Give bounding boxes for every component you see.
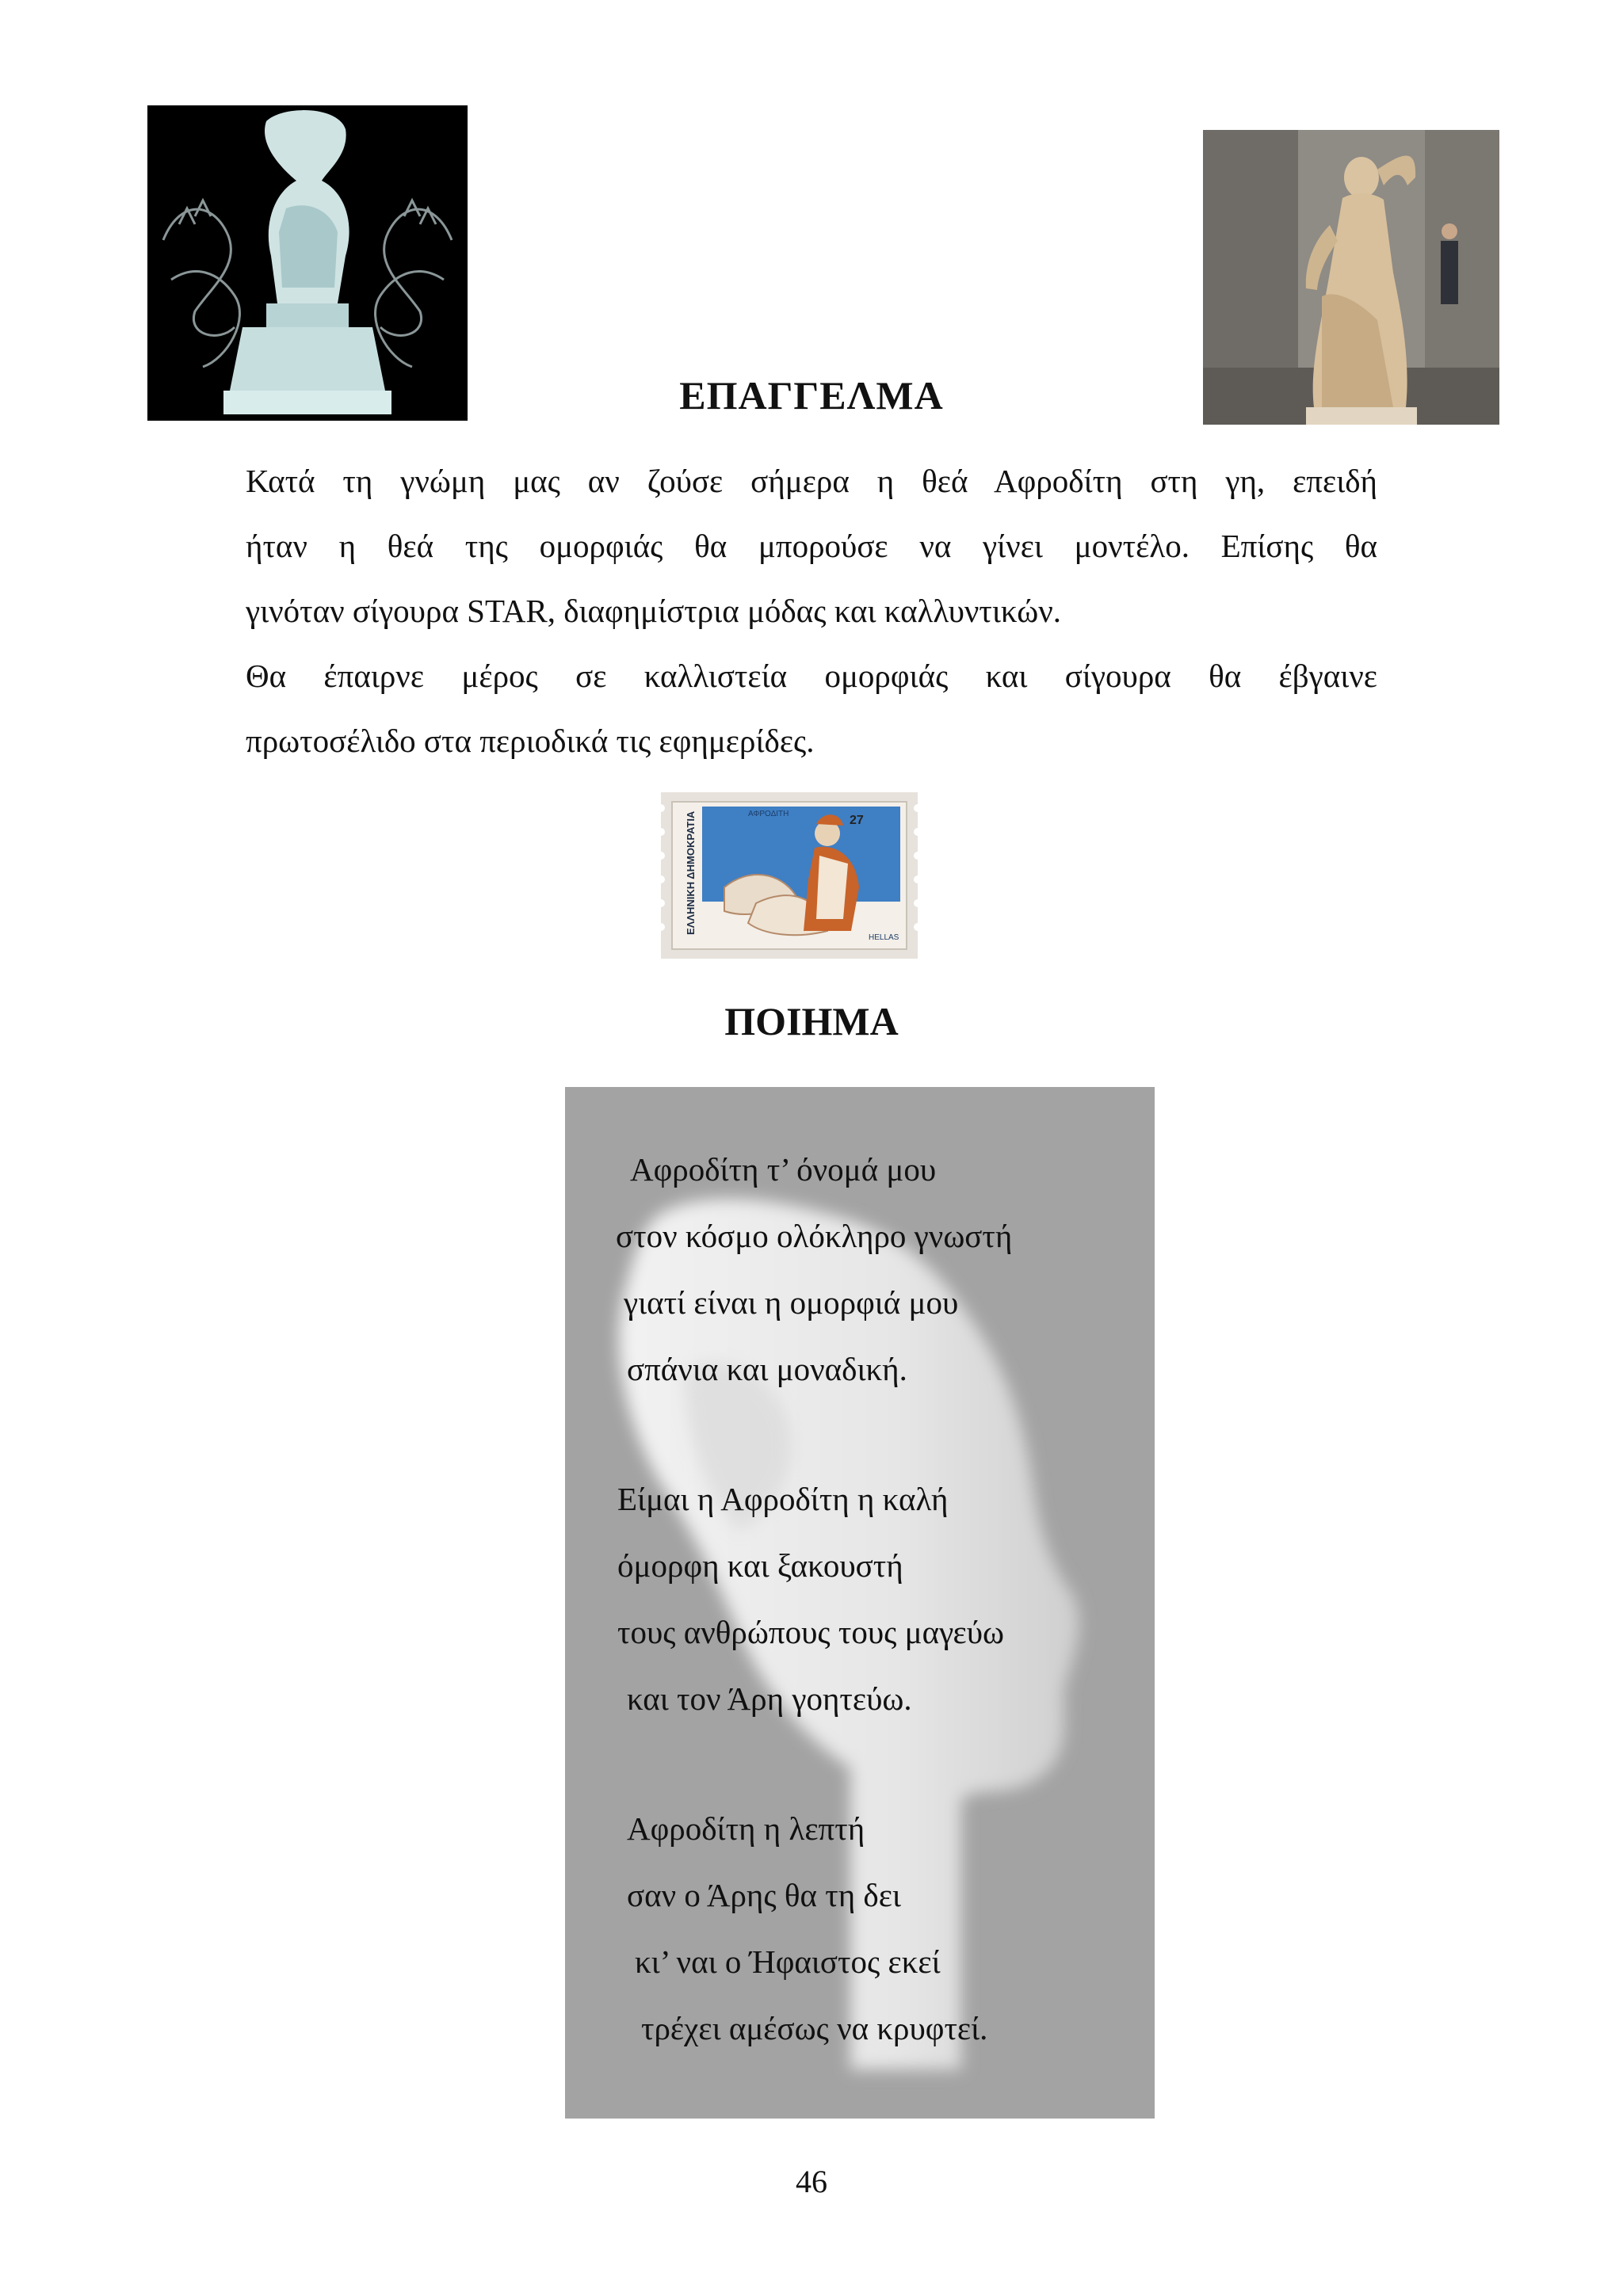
paragraph-line: Κατά τη γνώμη μας αν ζούσε σήμερα η θεά Αφροδίτη στη γη, επειδή (246, 463, 1377, 499)
poem-line: Αφροδίτη τ’ όνομά μου (630, 1151, 937, 1188)
poem-line: τους ανθρώπους τους μαγεύω (617, 1614, 1004, 1650)
poem-line: κι’ ναι ο Ήφαιστος εκεί (635, 1943, 941, 1980)
profession-heading: ΕΠΑΓΓΕΛΜΑ (679, 373, 944, 418)
poem-line: στον κόσμο ολόκληρο γνωστή (616, 1218, 1013, 1254)
poem-line: τρέχει αμέσως να κρυφτεί. (641, 2010, 988, 2046)
poem-line: σαν ο Άρης θα τη δει (627, 1877, 901, 1913)
stamp-figure-caption: ΑΦΡΟΔΙΤΗ (748, 810, 789, 818)
paragraph-line: Θα έπαιρνε μέρος σε καλλιστεία ομορφιάς και σίγουρα θα έβγαινε (246, 658, 1377, 694)
paragraph-line: πρωτοσέλιδο στα περιοδικά τις εφημερίδες. (246, 723, 815, 759)
page-number: 46 (796, 2164, 827, 2199)
poem-line: όμορφη και ξακουστή (617, 1547, 903, 1584)
stamp-country: ΕΛΛΗΝΙΚΗ ΔΗΜΟΚΡΑΤΙΑ (685, 810, 697, 935)
poem-line: γιατί είναι η ομορφιά μου (624, 1284, 959, 1321)
aphrodite-stamp (661, 792, 918, 959)
paragraph-line: γινόταν σίγουρα STAR, διαφημίστρια μόδας και καλλυντικών. (246, 593, 1061, 629)
stamp-footer: HELLAS (869, 933, 899, 942)
profession-paragraph (246, 448, 1377, 773)
stamp-value: 27 (850, 814, 864, 827)
poem-box (565, 1087, 1155, 2119)
poem-heading: ΠΟΙΗΜΑ (724, 999, 899, 1043)
paragraph-line: ήταν η θεά της ομορφιάς θα μπορούσε να γίνει μοντέλο. Επίσης θα (246, 528, 1377, 564)
poem-line: Αφροδίτη η λεπτή (627, 1810, 865, 1847)
poem-line: Είμαι η Αφροδίτη η καλή (617, 1481, 949, 1517)
poem-line: σπάνια και μοναδική. (627, 1351, 907, 1387)
poem-line: και τον Άρη γοητεύω. (627, 1680, 912, 1717)
